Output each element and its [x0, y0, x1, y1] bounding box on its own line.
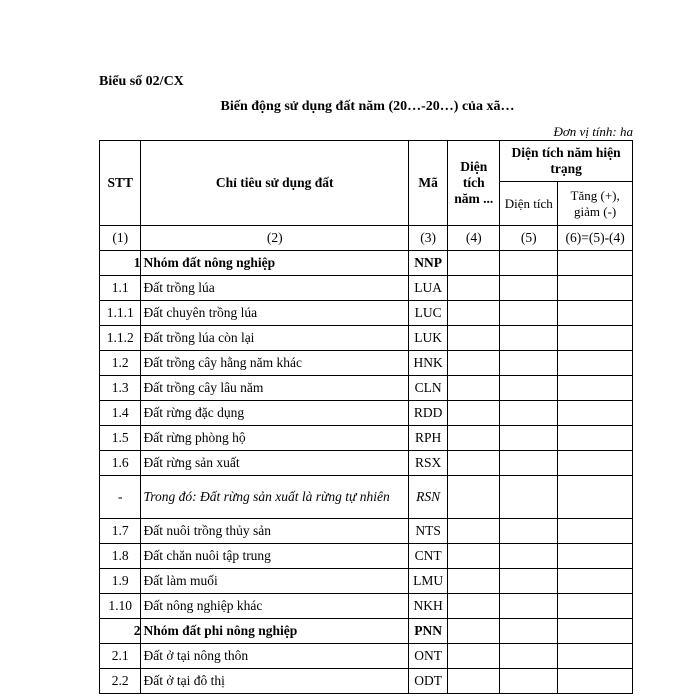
- row-stt: 1.1.2: [100, 326, 141, 351]
- cell-area[interactable]: [500, 301, 558, 326]
- row-name: Nhóm đất nông nghiệp: [141, 251, 409, 276]
- cell-area-year[interactable]: [448, 644, 500, 669]
- row-stt: 1.1: [100, 276, 141, 301]
- cell-change[interactable]: [558, 519, 633, 544]
- row-name: Trong đó: Đất rừng sản xuất là rừng tự nhiên: [141, 476, 409, 519]
- cell-change[interactable]: [558, 401, 633, 426]
- row-code: CNT: [408, 544, 447, 569]
- cell-area[interactable]: [500, 251, 558, 276]
- table-row: [100, 544, 633, 569]
- row-name: Đất trồng lúa: [141, 276, 409, 301]
- row-name: Đất rừng phòng hộ: [141, 426, 409, 451]
- cell-area[interactable]: [500, 544, 558, 569]
- cell-change[interactable]: [558, 251, 633, 276]
- column-number: (1): [100, 226, 141, 251]
- cell-change[interactable]: [558, 644, 633, 669]
- row-name: Đất ở tại nông thôn: [141, 644, 409, 669]
- cell-area[interactable]: [500, 426, 558, 451]
- cell-change[interactable]: [558, 619, 633, 644]
- cell-change[interactable]: [558, 351, 633, 376]
- table-row: [100, 376, 633, 401]
- cell-change[interactable]: [558, 569, 633, 594]
- cell-area[interactable]: [500, 519, 558, 544]
- cell-area[interactable]: [500, 476, 558, 519]
- cell-area-year[interactable]: [448, 426, 500, 451]
- cell-change[interactable]: [558, 326, 633, 351]
- row-stt: 1.1.1: [100, 301, 141, 326]
- row-stt: 1: [100, 251, 141, 276]
- cell-area-year[interactable]: [448, 569, 500, 594]
- cell-change[interactable]: [558, 301, 633, 326]
- table-row: [100, 594, 633, 619]
- table-row: [100, 451, 633, 476]
- cell-area-year[interactable]: [448, 351, 500, 376]
- row-stt: 1.4: [100, 401, 141, 426]
- row-name: Đất chuyên trồng lúa: [141, 301, 409, 326]
- row-code: ODT: [408, 669, 447, 694]
- cell-area-year[interactable]: [448, 326, 500, 351]
- row-stt: 1.9: [100, 569, 141, 594]
- cell-area-year[interactable]: [448, 401, 500, 426]
- row-code: CLN: [408, 376, 447, 401]
- cell-change[interactable]: [558, 594, 633, 619]
- column-number: (4): [448, 226, 500, 251]
- row-name: Nhóm đất phi nông nghiệp: [141, 619, 409, 644]
- row-code: RDD: [408, 401, 447, 426]
- cell-change[interactable]: [558, 544, 633, 569]
- row-stt: 2.1: [100, 644, 141, 669]
- table-row: [100, 669, 633, 694]
- table-row: [100, 351, 633, 376]
- row-stt: 2.2: [100, 669, 141, 694]
- table-row: [100, 476, 633, 519]
- table-row: [100, 326, 633, 351]
- row-name: Đất chăn nuôi tập trung: [141, 544, 409, 569]
- column-number: (3): [408, 226, 447, 251]
- row-stt: 1.5: [100, 426, 141, 451]
- form-code: Biểu số 02/CX: [99, 74, 184, 89]
- table-row: [100, 619, 633, 644]
- row-code: NNP: [408, 251, 447, 276]
- column-number: (2): [141, 226, 409, 251]
- cell-area-year[interactable]: [448, 376, 500, 401]
- row-code: NKH: [408, 594, 447, 619]
- row-stt: 1.8: [100, 544, 141, 569]
- cell-area[interactable]: [500, 569, 558, 594]
- row-code: LUA: [408, 276, 447, 301]
- row-name: Đất trồng lúa còn lại: [141, 326, 409, 351]
- cell-area[interactable]: [500, 376, 558, 401]
- land-use-table: [99, 140, 633, 694]
- row-stt: -: [100, 476, 141, 519]
- row-code: ONT: [408, 644, 447, 669]
- row-code: LUK: [408, 326, 447, 351]
- cell-change[interactable]: [558, 476, 633, 519]
- cell-change[interactable]: [558, 276, 633, 301]
- header-code: Mã: [408, 141, 447, 226]
- row-stt: 1.6: [100, 451, 141, 476]
- row-name: Đất làm muối: [141, 569, 409, 594]
- table-row: [100, 519, 633, 544]
- cell-area[interactable]: [500, 451, 558, 476]
- cell-change[interactable]: [558, 376, 633, 401]
- row-code: RSX: [408, 451, 447, 476]
- cell-area-year[interactable]: [448, 619, 500, 644]
- unit-label: Đơn vị tính: ha: [553, 124, 633, 139]
- row-stt: 1.3: [100, 376, 141, 401]
- table-row: [100, 569, 633, 594]
- cell-area-year[interactable]: [448, 544, 500, 569]
- cell-area[interactable]: [500, 619, 558, 644]
- cell-area[interactable]: [500, 276, 558, 301]
- document-title: Biến động sử dụng đất năm (20…-20…) của xã…: [220, 99, 515, 114]
- cell-change[interactable]: [558, 451, 633, 476]
- table-row: [100, 426, 633, 451]
- table-row: [100, 301, 633, 326]
- row-code: PNN: [408, 619, 447, 644]
- cell-area-year[interactable]: [448, 476, 500, 519]
- row-name: Đất rừng đặc dụng: [141, 401, 409, 426]
- cell-area-year[interactable]: [448, 669, 500, 694]
- header-area: Diện tích: [500, 182, 558, 226]
- row-code: LUC: [408, 301, 447, 326]
- column-number: (6)=(5)-(4): [558, 226, 633, 251]
- row-code: RSN: [408, 476, 447, 519]
- cell-area-year[interactable]: [448, 519, 500, 544]
- header-change: Tăng (+), giảm (-): [558, 182, 633, 226]
- cell-area-year[interactable]: [448, 594, 500, 619]
- row-code: HNK: [408, 351, 447, 376]
- row-name: Đất nuôi trồng thủy sản: [141, 519, 409, 544]
- row-stt: 1.2: [100, 351, 141, 376]
- cell-area[interactable]: [500, 644, 558, 669]
- row-stt: 2: [100, 619, 141, 644]
- row-name: Đất trồng cây hằng năm khác: [141, 351, 409, 376]
- cell-area[interactable]: [500, 669, 558, 694]
- cell-change[interactable]: [558, 426, 633, 451]
- row-name: Đất trồng cây lâu năm: [141, 376, 409, 401]
- table-row: [100, 251, 633, 276]
- cell-area[interactable]: [500, 401, 558, 426]
- row-code: NTS: [408, 519, 447, 544]
- header-area-year: Diện tích năm ...: [448, 141, 500, 226]
- row-name: Đất rừng sản xuất: [141, 451, 409, 476]
- cell-area-year[interactable]: [448, 301, 500, 326]
- cell-area[interactable]: [500, 594, 558, 619]
- column-number-row: [100, 226, 633, 251]
- row-code: RPH: [408, 426, 447, 451]
- column-number: (5): [500, 226, 558, 251]
- cell-change[interactable]: [558, 669, 633, 694]
- cell-area[interactable]: [500, 326, 558, 351]
- cell-area-year[interactable]: [448, 276, 500, 301]
- cell-area-year[interactable]: [448, 251, 500, 276]
- header-current-group: Diện tích năm hiện trạng: [500, 141, 633, 182]
- row-name: Đất nông nghiệp khác: [141, 594, 409, 619]
- row-stt: 1.7: [100, 519, 141, 544]
- table-row: [100, 644, 633, 669]
- row-code: LMU: [408, 569, 447, 594]
- row-name: Đất ở tại đô thị: [141, 669, 409, 694]
- cell-area[interactable]: [500, 351, 558, 376]
- cell-area-year[interactable]: [448, 451, 500, 476]
- row-stt: 1.10: [100, 594, 141, 619]
- header-stt: STT: [100, 141, 141, 226]
- table-row: [100, 276, 633, 301]
- header-indicator: Chỉ tiêu sử dụng đất: [141, 141, 409, 226]
- table-row: [100, 401, 633, 426]
